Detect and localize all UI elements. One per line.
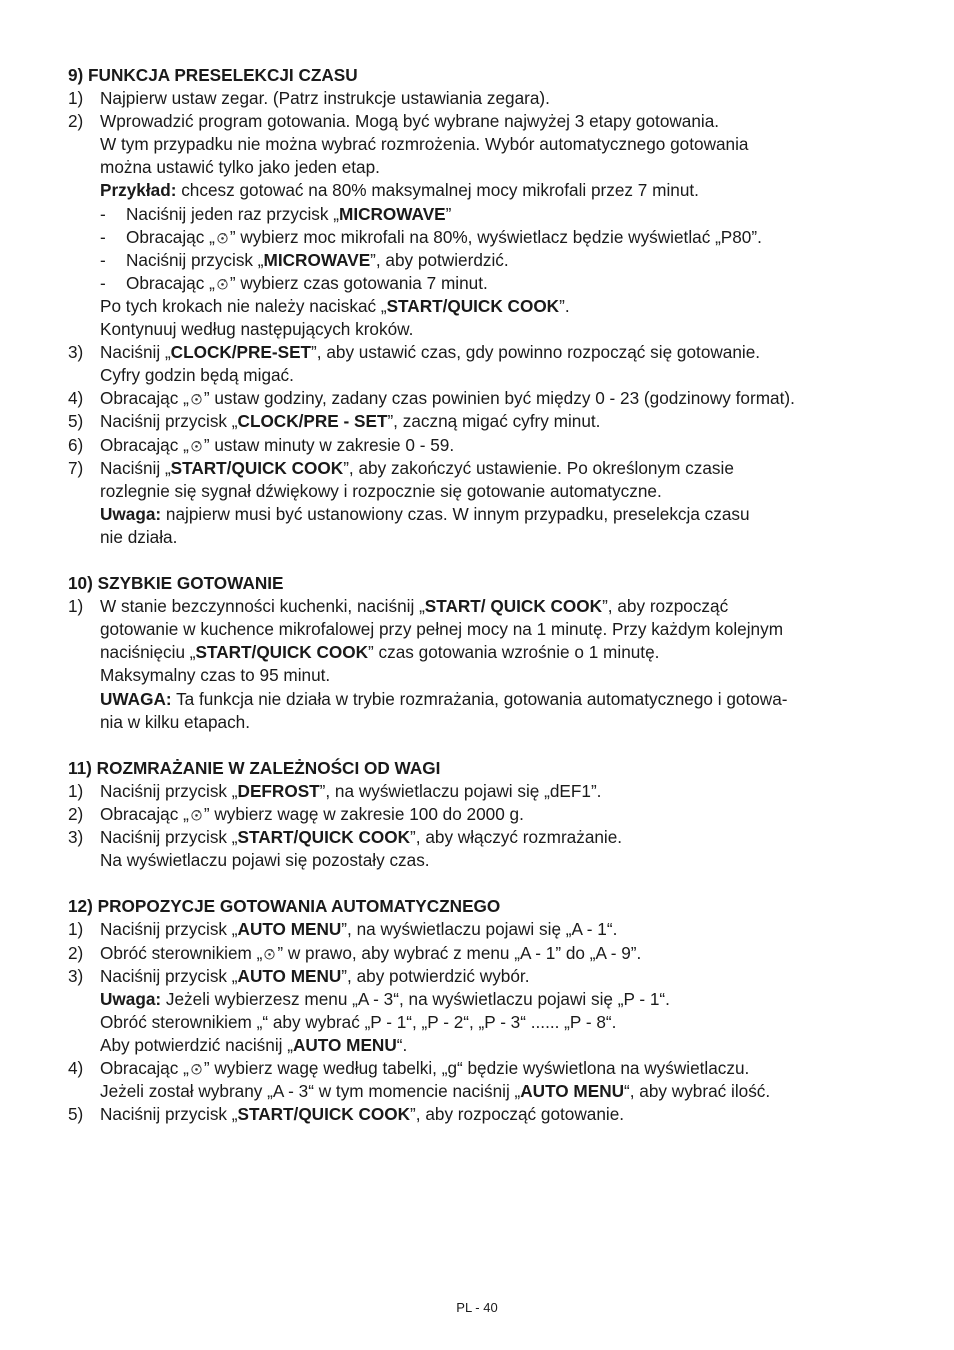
list-item <box>68 1057 888 1103</box>
page-number: PL - 40 <box>456 1300 498 1315</box>
item-number: 6) <box>68 434 84 455</box>
button-name: DEFROST <box>237 780 320 801</box>
button-name: CLOCK/PRE - SET <box>237 411 388 432</box>
text-line: Wprowadzić program gotowania. Mogą być wybrane najwyżej 3 etapy gotowania. <box>100 111 720 132</box>
text-line: Naciśnij przycisk „AUTO MENU”, aby potwierdzić wybór. <box>100 965 530 986</box>
item-number: 7) <box>68 457 84 478</box>
button-name: START/ QUICK COOK <box>424 596 603 617</box>
item-number: 2) <box>68 804 84 824</box>
button-name: AUTO MENU <box>292 1034 397 1055</box>
list-item <box>68 87 888 110</box>
button-name: START/QUICK COOK <box>195 642 369 663</box>
example-text: chcesz gotować na 80% maksymalnej mocy mikrofali przez 7 minut. <box>176 180 699 201</box>
section-heading-12: 12) PROPOZYCJE GOTOWANIA AUTOMATYCZNEGO <box>68 896 501 917</box>
item-body: Naciśnij przycisk „START/QUICK COOK”, aby rozpocząć gotowanie. <box>100 1104 625 1125</box>
item-body <box>100 1057 888 1103</box>
section-heading-9: 9) FUNKCJA PRESELEKCJI CZASU <box>68 65 358 85</box>
item-body <box>100 595 888 734</box>
text-line: rozlegnie się sygnał dźwiękowy i rozpocznie się gotowanie automatyczne. <box>100 480 662 501</box>
text-line: Jeżeli został wybrany „A - 3“ w tym momencie naciśnij „AUTO MENU“, aby wybrać ilość. <box>100 1081 771 1102</box>
knob-icon <box>190 1062 203 1075</box>
button-name: MICROWAVE <box>339 203 446 224</box>
text-line: Na wyświetlaczu pojawi się pozostały czas. <box>100 850 430 871</box>
item-number: 4) <box>68 388 84 409</box>
item-number: 1) <box>68 919 84 940</box>
text-line: Naciśnij „CLOCK/PRE-SET”, aby ustawić czas, gdy powinno rozpocząć się gotowanie. <box>100 342 761 363</box>
text-line: Aby potwierdzić naciśnij „AUTO MENU“. <box>100 1034 408 1055</box>
dash-item: - Obracając „ ” wybierz moc mikrofali na 80%, wyświetlacz będzie wyświetlać „P80”. <box>100 226 762 247</box>
note-line: UWAGA: Ta funkcja nie działa w trybie rozmrażania, gotowania automatycznego i gotowa- <box>100 688 788 709</box>
dash-item: - Naciśnij jeden raz przycisk „MICROWAVE” <box>100 203 452 224</box>
item-number: 1) <box>68 88 84 109</box>
text-line: W tym przypadku nie można wybrać rozmrożenia. Wybór automatycznego gotowania <box>100 134 749 155</box>
item-number: 4) <box>68 1058 84 1079</box>
item-number: 1) <box>68 780 84 801</box>
item-body <box>100 110 888 341</box>
button-name: AUTO MENU <box>237 919 342 940</box>
text-line: Po tych krokach nie należy naciskać „START/QUICK COOK”. <box>100 295 570 316</box>
list-item <box>68 434 888 457</box>
dash-item: - Naciśnij przycisk „MICROWAVE”, aby potwierdzić. <box>100 249 509 270</box>
item-number: 2) <box>68 942 84 963</box>
item-body <box>100 457 888 549</box>
item-body: Naciśnij przycisk „AUTO MENU”, na wyświetlaczu pojawi się „A - 1“. <box>100 919 618 940</box>
item-number: 2) <box>68 111 84 132</box>
knob-icon <box>216 277 229 290</box>
item-number: 3) <box>68 827 84 848</box>
example-line <box>100 179 888 202</box>
knob-icon <box>190 392 203 405</box>
item-number: 1) <box>68 596 84 617</box>
document-page <box>68 64 888 1126</box>
item-body: Obracając „ ” ustaw godziny, zadany czas powinien być między 0 - 23 (godzinowy format). <box>100 388 795 409</box>
list-item <box>68 803 888 826</box>
item-body: Obracając „ ” ustaw minuty w zakresie 0 - 59. <box>100 434 455 455</box>
list-item <box>68 942 888 965</box>
item-body: Obróć sterownikiem „ ” w prawo, aby wybrać z menu „A - 1” do „A - 9”. <box>100 942 642 963</box>
item-body: Naciśnij przycisk „CLOCK/PRE - SET”, zaczną migać cyfry minut. <box>100 411 601 432</box>
list-item <box>68 826 888 872</box>
text-line: W stanie bezczynności kuchenki, naciśnij „START/ QUICK COOK”, aby rozpocząć <box>100 596 729 617</box>
item-number: 5) <box>68 411 84 432</box>
text-line: Naciśnij przycisk „START/QUICK COOK”, aby włączyć rozmrażanie. <box>100 827 623 848</box>
note-line: Uwaga: najpierw musi być ustanowiony czas. W innym przypadku, preselekcja czasu <box>100 503 750 524</box>
text-line: nia w kilku etapach. <box>100 711 250 732</box>
button-name: START/QUICK COOK <box>170 457 344 478</box>
list-item <box>68 780 888 803</box>
item-body <box>100 826 888 872</box>
knob-icon <box>216 231 229 244</box>
button-name: START/QUICK COOK <box>237 1104 411 1125</box>
list-item <box>68 387 888 410</box>
item-number: 3) <box>68 965 84 986</box>
text-line: Kontynuuj według następujących kroków. <box>100 319 414 340</box>
example-label: Przykład: <box>100 180 177 201</box>
list-item <box>68 410 888 433</box>
text-line: Obracając „ ” wybierz wagę według tabelki, „g“ będzie wyświetlona na wyświetlaczu. <box>100 1058 750 1079</box>
note-line: Uwaga: Jeżeli wybierzesz menu „A - 3“, na wyświetlaczu pojawi się „P - 1“. <box>100 988 670 1009</box>
list-item <box>68 341 888 387</box>
note-label: UWAGA: <box>100 688 172 709</box>
button-name: START/QUICK COOK <box>237 827 411 848</box>
list-item <box>68 918 888 941</box>
text-line: Cyfry godzin będą migać. <box>100 365 294 386</box>
section-heading-10: 10) SZYBKIE GOTOWANIE <box>68 573 284 594</box>
item-body <box>100 341 888 387</box>
text-line: gotowanie w kuchence mikrofalowej przy pełnej mocy na 1 minutę. Przy każdym kolejnym <box>100 619 784 640</box>
list-item <box>68 595 888 734</box>
button-name: START/QUICK COOK <box>386 295 560 316</box>
knob-icon <box>190 808 203 821</box>
note-label: Uwaga: <box>100 988 162 1009</box>
button-name: CLOCK/PRE-SET <box>170 342 312 363</box>
button-name: AUTO MENU <box>237 965 342 986</box>
text-line: można ustawić tylko jako jeden etap. <box>100 157 380 178</box>
text-line: Naciśnij „START/QUICK COOK”, aby zakończyć ustawienie. Po określonym czasie <box>100 457 734 478</box>
item-body: Naciśnij przycisk „DEFROST”, na wyświetlaczu pojawi się „dEF1”. <box>100 780 602 801</box>
item-number: 3) <box>68 342 84 363</box>
button-name: MICROWAVE <box>263 249 371 270</box>
item-body <box>100 965 888 1057</box>
list-item <box>68 1103 888 1126</box>
section-heading-11: 11) ROZMRAŻANIE W ZALEŻNOŚCI OD WAGI <box>68 757 441 778</box>
text-line: nie działa. <box>100 526 178 547</box>
list-item <box>68 110 888 341</box>
knob-icon <box>190 439 203 452</box>
item-text: Najpierw ustaw zegar. (Patrz instrukcje ustawiania zegara). <box>100 88 550 109</box>
list-item <box>68 965 888 1057</box>
text-line: Maksymalny czas to 95 minut. <box>100 665 331 686</box>
knob-icon <box>263 947 276 960</box>
item-number: 5) <box>68 1104 84 1125</box>
item-body: Obracając „ ” wybierz wagę w zakresie 100 do 2000 g. <box>100 804 524 824</box>
button-name: AUTO MENU <box>520 1081 625 1102</box>
dash-item: - Obracając „ ” wybierz czas gotowania 7 minut. <box>100 272 488 293</box>
text-line: naciśnięciu „START/QUICK COOK” czas gotowania wzrośnie o 1 minutę. <box>100 642 660 663</box>
list-item <box>68 457 888 549</box>
text-line: Obróć sterownikiem „“ aby wybrać „P - 1“, „P - 2“, „P - 3“ ...... „P - 8“. <box>100 1011 617 1032</box>
note-label: Uwaga: <box>100 503 162 524</box>
